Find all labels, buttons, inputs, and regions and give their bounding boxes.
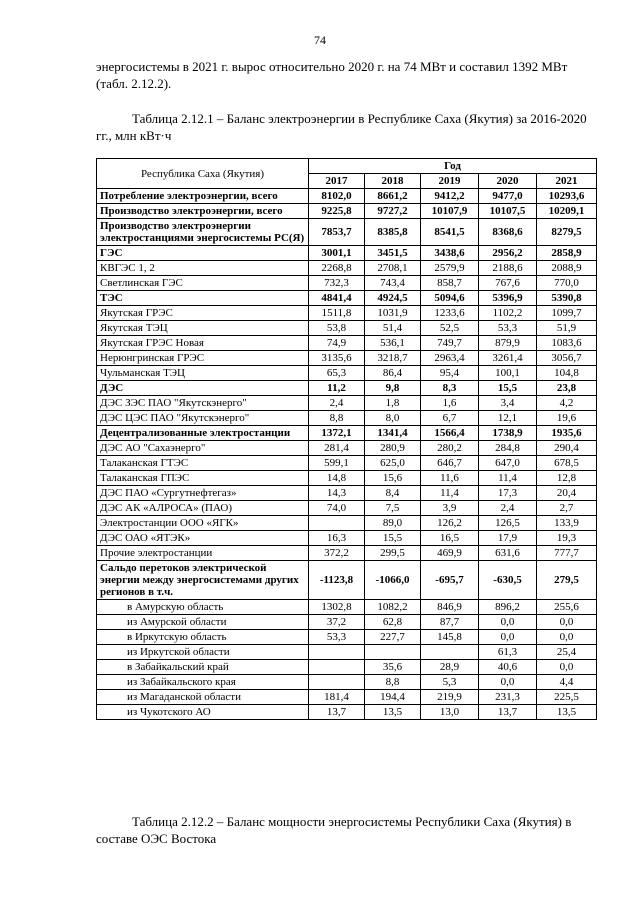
value-cell: 0,0 — [479, 630, 537, 645]
value-cell: 1,6 — [421, 396, 479, 411]
row-label: Прочие электростанции — [97, 546, 309, 561]
value-cell: 1233,6 — [421, 306, 479, 321]
table-row — [97, 546, 597, 561]
year-cell: 2021 — [537, 174, 597, 189]
value-cell: 625,0 — [365, 456, 421, 471]
value-cell: 2858,9 — [537, 246, 597, 261]
value-cell: 15,5 — [479, 381, 537, 396]
value-cell: 3438,6 — [421, 246, 479, 261]
value-cell: 9412,2 — [421, 189, 479, 204]
value-cell: 8,0 — [365, 411, 421, 426]
table-row — [97, 441, 597, 456]
value-cell: 8,3 — [421, 381, 479, 396]
value-cell: 284,8 — [479, 441, 537, 456]
row-label: из Иркутской области — [97, 645, 309, 660]
value-cell: 61,3 — [479, 645, 537, 660]
value-cell: 1372,1 — [309, 426, 365, 441]
value-cell: 0,0 — [537, 630, 597, 645]
value-cell: 9477,0 — [479, 189, 537, 204]
table-row — [97, 561, 597, 600]
table-row — [97, 471, 597, 486]
value-cell: 777,7 — [537, 546, 597, 561]
value-cell: 3135,6 — [309, 351, 365, 366]
value-cell: 1082,2 — [365, 600, 421, 615]
row-label: Светлинская ГЭС — [97, 276, 309, 291]
value-cell: 2,7 — [537, 501, 597, 516]
value-cell: 74,9 — [309, 336, 365, 351]
row-label: Сальдо перетоков электрической энергии между энергосистемами других регионов в т.ч. — [97, 561, 309, 600]
row-label: Чульманская ТЭЦ — [97, 366, 309, 381]
value-cell: 194,4 — [365, 690, 421, 705]
value-cell: 536,1 — [365, 336, 421, 351]
value-cell: 8,8 — [309, 411, 365, 426]
row-label: Талаканская ГПЭС — [97, 471, 309, 486]
year-header: Год — [309, 159, 597, 174]
value-cell: 2268,8 — [309, 261, 365, 276]
value-cell: 87,7 — [421, 615, 479, 630]
row-label: ДЭС АК «АЛРОСА» (ПАО) — [97, 501, 309, 516]
table-row — [97, 306, 597, 321]
value-cell: 9,8 — [365, 381, 421, 396]
year-cell: 2020 — [479, 174, 537, 189]
value-cell — [421, 645, 479, 660]
value-cell: 40,6 — [479, 660, 537, 675]
table-row — [97, 366, 597, 381]
year-cell: 2017 — [309, 174, 365, 189]
row-label: из Амурской области — [97, 615, 309, 630]
row-label: ДЭС АО "Сахаэнерго" — [97, 441, 309, 456]
table-row — [97, 219, 597, 246]
value-cell — [309, 516, 365, 531]
value-cell: 10293,6 — [537, 189, 597, 204]
value-cell: 1566,4 — [421, 426, 479, 441]
value-cell: 65,3 — [309, 366, 365, 381]
value-cell: 11,6 — [421, 471, 479, 486]
value-cell: 133,9 — [537, 516, 597, 531]
value-cell: 15,5 — [365, 531, 421, 546]
value-cell: 281,4 — [309, 441, 365, 456]
value-cell: 10107,9 — [421, 204, 479, 219]
value-cell: 74,0 — [309, 501, 365, 516]
value-cell: 7853,7 — [309, 219, 365, 246]
value-cell: -1066,0 — [365, 561, 421, 600]
value-cell: 4924,5 — [365, 291, 421, 306]
value-cell: 17,9 — [479, 531, 537, 546]
value-cell: 279,5 — [537, 561, 597, 600]
value-cell: 17,3 — [479, 486, 537, 501]
value-cell: 2,4 — [309, 396, 365, 411]
value-cell: 290,4 — [537, 441, 597, 456]
table-row — [97, 411, 597, 426]
value-cell: 4841,4 — [309, 291, 365, 306]
value-cell: 25,4 — [537, 645, 597, 660]
value-cell: 2188,6 — [479, 261, 537, 276]
value-cell: 4,4 — [537, 675, 597, 690]
value-cell: 8385,8 — [365, 219, 421, 246]
table-row — [97, 531, 597, 546]
table-row — [97, 456, 597, 471]
value-cell: 896,2 — [479, 600, 537, 615]
value-cell: 1511,8 — [309, 306, 365, 321]
value-cell: 858,7 — [421, 276, 479, 291]
value-cell: 8541,5 — [421, 219, 479, 246]
value-cell: 5390,8 — [537, 291, 597, 306]
value-cell: 4,2 — [537, 396, 597, 411]
value-cell: 2,4 — [479, 501, 537, 516]
value-cell: 1302,8 — [309, 600, 365, 615]
value-cell: 5,3 — [421, 675, 479, 690]
value-cell: 743,4 — [365, 276, 421, 291]
row-label: Нерюнгринская ГРЭС — [97, 351, 309, 366]
value-cell: 1099,7 — [537, 306, 597, 321]
page-number: 74 — [314, 33, 326, 47]
value-cell: 11,2 — [309, 381, 365, 396]
value-cell: 2579,9 — [421, 261, 479, 276]
value-cell: 846,9 — [421, 600, 479, 615]
row-label: Потребление электроэнергии, всего — [97, 189, 309, 204]
value-cell: 37,2 — [309, 615, 365, 630]
value-cell: 13,0 — [421, 705, 479, 720]
value-cell: 1,8 — [365, 396, 421, 411]
table-row — [97, 501, 597, 516]
value-cell: 8,4 — [365, 486, 421, 501]
value-cell: 3451,5 — [365, 246, 421, 261]
value-cell: 89,0 — [365, 516, 421, 531]
value-cell: 13,7 — [479, 705, 537, 720]
value-cell: 2708,1 — [365, 261, 421, 276]
value-cell: 3,9 — [421, 501, 479, 516]
table-row — [97, 516, 597, 531]
row-label: ДЭС ЦЭС ПАО "Якутскэнерго" — [97, 411, 309, 426]
value-cell: -630,5 — [479, 561, 537, 600]
value-cell: 9225,8 — [309, 204, 365, 219]
value-cell: 8279,5 — [537, 219, 597, 246]
value-cell: 1935,6 — [537, 426, 597, 441]
table-row — [97, 630, 597, 645]
value-cell: -695,7 — [421, 561, 479, 600]
row-label: Производство электроэнергии электростанциями энергосистемы РС(Я) — [97, 219, 309, 246]
value-cell: 19,6 — [537, 411, 597, 426]
table-row — [97, 600, 597, 615]
value-cell — [309, 645, 365, 660]
value-cell: 53,8 — [309, 321, 365, 336]
value-cell: 12,8 — [537, 471, 597, 486]
value-cell: 126,5 — [479, 516, 537, 531]
value-cell: 145,8 — [421, 630, 479, 645]
value-cell: 126,2 — [421, 516, 479, 531]
value-cell: 0,0 — [537, 615, 597, 630]
value-cell: 6,7 — [421, 411, 479, 426]
row-label: в Амурскую область — [97, 600, 309, 615]
table-row — [97, 426, 597, 441]
row-label: ДЭС — [97, 381, 309, 396]
table-row — [97, 645, 597, 660]
value-cell: 10209,1 — [537, 204, 597, 219]
table-row — [97, 396, 597, 411]
value-cell: 11,4 — [421, 486, 479, 501]
value-cell: 8368,6 — [479, 219, 537, 246]
table-row — [97, 705, 597, 720]
table-row — [97, 204, 597, 219]
value-cell: 52,5 — [421, 321, 479, 336]
table-row — [97, 381, 597, 396]
table-caption: Таблица 2.12.1 – Баланс электроэнергии в Республике Саха (Якутия) за 2016-2020 гг., млн кВт·ч — [96, 111, 587, 143]
value-cell: 86,4 — [365, 366, 421, 381]
value-cell — [365, 645, 421, 660]
table-row — [97, 486, 597, 501]
value-cell: 231,3 — [479, 690, 537, 705]
value-cell: 255,6 — [537, 600, 597, 615]
row-label: Талаканская ГТЭС — [97, 456, 309, 471]
next-table-caption: Таблица 2.12.2 – Баланс мощности энергосистемы Республики Саха (Якутия) в составе ОЭС Востока — [96, 814, 572, 846]
value-cell: 95,4 — [421, 366, 479, 381]
table-row — [97, 336, 597, 351]
table-row — [97, 321, 597, 336]
region-header: Республика Саха (Якутия) — [97, 159, 309, 189]
value-cell: 631,6 — [479, 546, 537, 561]
year-cell: 2019 — [421, 174, 479, 189]
value-cell: 1738,9 — [479, 426, 537, 441]
value-cell: 1083,6 — [537, 336, 597, 351]
value-cell: 35,6 — [365, 660, 421, 675]
value-cell: 13,5 — [537, 705, 597, 720]
value-cell: 5396,9 — [479, 291, 537, 306]
table-row — [97, 189, 597, 204]
value-cell: 16,3 — [309, 531, 365, 546]
value-cell: 7,5 — [365, 501, 421, 516]
value-cell: 19,3 — [537, 531, 597, 546]
value-cell: 280,2 — [421, 441, 479, 456]
row-label: ДЭС ЗЭС ПАО "Якутскэнерго" — [97, 396, 309, 411]
value-cell: 11,4 — [479, 471, 537, 486]
value-cell: 14,3 — [309, 486, 365, 501]
value-cell: 219,9 — [421, 690, 479, 705]
row-label: из Забайкальского края — [97, 675, 309, 690]
value-cell: 767,6 — [479, 276, 537, 291]
table-row — [97, 690, 597, 705]
value-cell: 678,5 — [537, 456, 597, 471]
year-cell: 2018 — [365, 174, 421, 189]
value-cell: 104,8 — [537, 366, 597, 381]
value-cell: 14,8 — [309, 471, 365, 486]
table-row — [97, 675, 597, 690]
value-cell: 0,0 — [479, 615, 537, 630]
row-label: Якутская ТЭЦ — [97, 321, 309, 336]
value-cell: 8661,2 — [365, 189, 421, 204]
value-cell: 53,3 — [479, 321, 537, 336]
intro-paragraph: энергосистемы в 2021 г. вырос относительно 2020 г. на 74 МВт и составил 1392 МВт (табл. 2.12.2). — [96, 59, 568, 91]
value-cell: 1341,4 — [365, 426, 421, 441]
value-cell: 280,9 — [365, 441, 421, 456]
table-row — [97, 351, 597, 366]
row-label: ДЭС ОАО «ЯТЭК» — [97, 531, 309, 546]
balance-table — [96, 158, 597, 720]
value-cell: 3218,7 — [365, 351, 421, 366]
row-label: из Магаданской области — [97, 690, 309, 705]
value-cell: 28,9 — [421, 660, 479, 675]
value-cell: 10107,5 — [479, 204, 537, 219]
value-cell: 3261,4 — [479, 351, 537, 366]
value-cell: 53,3 — [309, 630, 365, 645]
value-cell — [309, 660, 365, 675]
value-cell: 770,0 — [537, 276, 597, 291]
value-cell — [309, 675, 365, 690]
value-cell: 51,9 — [537, 321, 597, 336]
value-cell: 5094,6 — [421, 291, 479, 306]
row-label: Якутская ГРЭС Новая — [97, 336, 309, 351]
table-row — [97, 291, 597, 306]
value-cell: 0,0 — [537, 660, 597, 675]
value-cell: 3,4 — [479, 396, 537, 411]
value-cell: 647,0 — [479, 456, 537, 471]
value-cell: 749,7 — [421, 336, 479, 351]
value-cell: 0,0 — [479, 675, 537, 690]
value-cell: 3056,7 — [537, 351, 597, 366]
row-label: Производство электроэнергии, всего — [97, 204, 309, 219]
value-cell: 225,5 — [537, 690, 597, 705]
value-cell: 8,8 — [365, 675, 421, 690]
value-cell: 646,7 — [421, 456, 479, 471]
value-cell: 299,5 — [365, 546, 421, 561]
value-cell: 23,8 — [537, 381, 597, 396]
value-cell: 51,4 — [365, 321, 421, 336]
value-cell: 15,6 — [365, 471, 421, 486]
value-cell: 227,7 — [365, 630, 421, 645]
row-label: в Забайкальский край — [97, 660, 309, 675]
value-cell: 181,4 — [309, 690, 365, 705]
row-label: ТЭС — [97, 291, 309, 306]
table-row — [97, 660, 597, 675]
value-cell: -1123,8 — [309, 561, 365, 600]
value-cell: 1031,9 — [365, 306, 421, 321]
value-cell: 2963,4 — [421, 351, 479, 366]
value-cell: 100,1 — [479, 366, 537, 381]
value-cell: 62,8 — [365, 615, 421, 630]
value-cell: 469,9 — [421, 546, 479, 561]
value-cell: 2088,9 — [537, 261, 597, 276]
value-cell: 13,7 — [309, 705, 365, 720]
value-cell: 1102,2 — [479, 306, 537, 321]
value-cell: 8102,0 — [309, 189, 365, 204]
value-cell: 9727,2 — [365, 204, 421, 219]
value-cell: 599,1 — [309, 456, 365, 471]
value-cell: 372,2 — [309, 546, 365, 561]
value-cell: 732,3 — [309, 276, 365, 291]
row-label: в Иркутскую область — [97, 630, 309, 645]
value-cell: 3001,1 — [309, 246, 365, 261]
value-cell: 20,4 — [537, 486, 597, 501]
value-cell: 16,5 — [421, 531, 479, 546]
row-label: ДЭС ПАО «Сургутнефтегаз» — [97, 486, 309, 501]
row-label: Электростанции ООО «ЯГК» — [97, 516, 309, 531]
row-label: Децентрализованные электростанции — [97, 426, 309, 441]
value-cell: 12,1 — [479, 411, 537, 426]
row-label: Якутская ГРЭС — [97, 306, 309, 321]
table-row — [97, 615, 597, 630]
table-row — [97, 276, 597, 291]
table-row — [97, 246, 597, 261]
value-cell: 879,9 — [479, 336, 537, 351]
row-label: ГЭС — [97, 246, 309, 261]
value-cell: 2956,2 — [479, 246, 537, 261]
row-label: КВГЭС 1, 2 — [97, 261, 309, 276]
row-label: из Чукотского АО — [97, 705, 309, 720]
value-cell: 13,5 — [365, 705, 421, 720]
table-row — [97, 261, 597, 276]
